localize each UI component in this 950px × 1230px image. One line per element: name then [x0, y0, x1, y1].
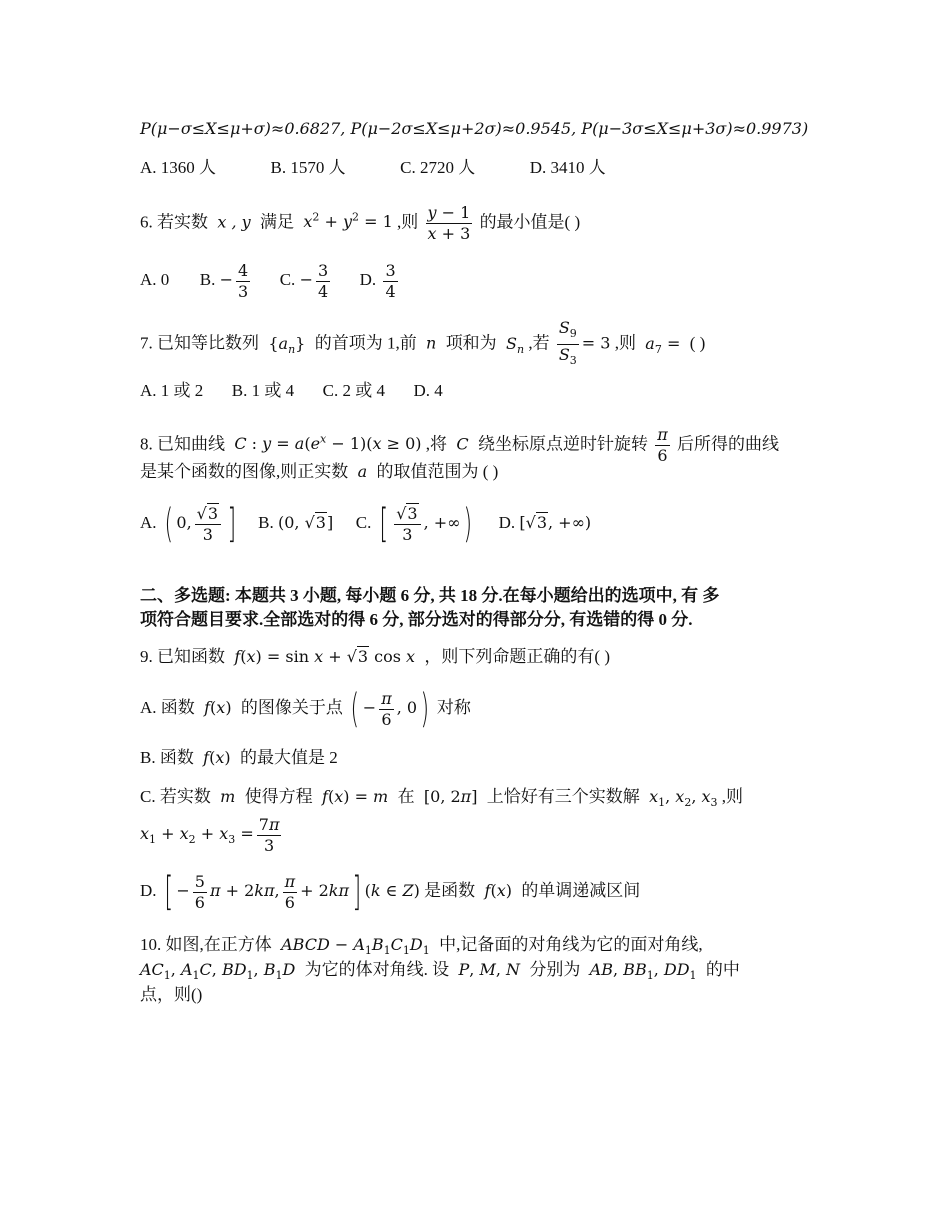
q6-stem-part: ,则 [397, 212, 419, 232]
q9-equation: f(x) = m [316, 787, 394, 806]
q9-option-a-text: 的图像关于点 [240, 698, 343, 717]
q7-stem: 7. 已知等比数列 $\{a_n\}$ 的首项为 1,前 n 项和为 $S_n$ ,若 $\frac{S_9}{S_3}$ = 3 ,则 $a_7$ = ( ) [140, 318, 705, 372]
q8-option-d-interval: [√3, +∞) [519, 513, 592, 532]
q7-stem-part: ,若 [528, 333, 550, 353]
q8-c: C [451, 434, 474, 454]
q5-option-c: C. 2720 人 [400, 158, 476, 177]
q6-number: 6. [140, 212, 153, 232]
q7-number: 7. [140, 333, 153, 353]
q6-option-c: C. [279, 270, 296, 289]
q7-option-d: D. 4 [413, 381, 443, 400]
q7-options [140, 380, 443, 402]
section2-heading-text: 二、多选题: 本题共 3 小题, 每小题 6 分, 共 18 分.在每小题给出的选项中, 有 多 [140, 586, 720, 605]
q6-option-b: B. [199, 270, 216, 289]
q9-option-c-text: ,则 [721, 787, 744, 806]
q10-cube: ABCD − $A_1B_1C_1D_1$ [276, 935, 430, 958]
q5-option-d: D. 3410 人 [529, 158, 606, 177]
q6-stem-part: 的最小值是( ) [479, 212, 581, 232]
q8-stem-line2 [140, 461, 498, 483]
q9-option-c-text: C. 若实数 [140, 787, 211, 806]
q7-a7: $a_7$ = [640, 333, 681, 356]
q10-line2 [140, 959, 740, 987]
q9-option-c-text: 使得方程 [244, 787, 313, 806]
q6-options: A. 0 B. − $\frac{4}{3}$ C. − $\frac{3}{4}$ D. $\frac{3}{4}$ [140, 260, 396, 301]
q7-ratio: $\frac{S_9}{S_3}$ [558, 318, 577, 368]
q6-vars: x , y [212, 212, 256, 232]
q7-stem-part: ( ) [689, 333, 706, 353]
q10-points: P, M, N [453, 960, 526, 979]
q8-option-c-frac: $\frac{√3}{3}$ [394, 504, 420, 545]
q7-option-a: A. 1 或 2 [140, 381, 204, 400]
q6-option-a: A. 0 [140, 270, 170, 289]
q5-probability-formula [140, 118, 808, 140]
q8-stem-part: 后所得的曲线 [676, 434, 779, 454]
q9-option-b-text: B. 函数 [140, 748, 194, 767]
q7-sn: $S_n$ [500, 333, 525, 356]
q8-a: a [352, 462, 373, 481]
q6-option-d-frac: $\frac{3}{4}$ [385, 260, 396, 301]
q5-formula-text: P(μ−σ≤X≤μ+σ)≈0.6827, P(μ−2σ≤X≤μ+2σ)≈0.9545, P(μ−3σ≤X≤μ+3σ)≈0.9973) [140, 119, 809, 138]
q9-option-a-text: 对称 [436, 698, 471, 717]
q9-option-d: D. [ − $\frac{5}{6}$ π + 2kπ, $\frac{\pi}{6}$ + 2kπ] (k ∈ Z) 是函数 f(x) 的单调递减区间 [140, 869, 641, 916]
q6-fraction: $\frac{y - 1}{x + 3}$ [427, 202, 471, 243]
q10-number: 10. [140, 935, 162, 954]
q9-stem-part: ，则下列命题正确的有( ) [424, 647, 610, 666]
q9-option-c-line2 [140, 812, 284, 862]
q8-option-c: C. [355, 513, 372, 532]
q9-option-b-text: 的最大值是 2 [239, 748, 338, 767]
q7-option-b: B. 1 或 4 [231, 381, 295, 400]
q9-number: 9. [140, 647, 153, 666]
q9-stem-part: 已知函数 [157, 647, 225, 666]
q6-circle-eq: $x^2 + y^2 = 1$ [298, 211, 393, 232]
q9-sum-frac: $\frac{7\pi}{3}$ [258, 814, 280, 855]
q7-option-c: C. 2 或 4 [322, 381, 385, 400]
q8-options: A. ( 0, $\frac{√3}{3}$ ] B. (0, √3] C. [ $\frac{√3}{3}$ , +∞) D. [√3, +∞) [140, 501, 592, 548]
q8-option-b-interval: (0, √3] [278, 513, 334, 532]
q6-option-c-frac: $\frac{3}{4}$ [317, 260, 329, 301]
q9-option-d-text: 的单调递减区间 [521, 881, 641, 900]
q10-text: 中,记备面的对角线为它的面对角线, [439, 935, 703, 954]
q7-stem-part: 项和为 [445, 333, 497, 353]
q7-stem-part: ,则 [614, 333, 636, 353]
q7-sequence: $\{a_n\}$ [268, 333, 306, 356]
q7-n: n [420, 333, 442, 353]
q10-text: 分别为 [529, 960, 581, 979]
q10-text: 为它的体对角线. 设 [304, 960, 450, 979]
q10-text: 的中 [705, 960, 740, 979]
section2-heading-line1 [140, 585, 719, 607]
q8-stem-part: ,将 [425, 434, 448, 454]
q9-fx: f(x) [479, 881, 512, 900]
q8-angle: $\frac{\pi}{6}$ [657, 424, 668, 465]
q5-option-a: A. 1360 人 [140, 158, 217, 177]
q6-stem-part: 若实数 [157, 212, 208, 232]
q8-stem-part: 绕坐标原点逆时针旋转 [477, 434, 648, 454]
q9-sum: $x_1 + x_2 + x_3$ = [140, 824, 254, 847]
q9-d-frac2: $\frac{\pi}{6}$ [284, 871, 296, 912]
q9-m: m [215, 787, 241, 806]
q8-number: 8. [140, 434, 153, 454]
q9-stem [140, 646, 610, 668]
q10-text: 如图,在正方体 [165, 935, 272, 954]
q10-edges: AB, $BB_1$, $DD_1$ [584, 960, 697, 983]
section2-heading-line2 [140, 609, 693, 631]
q6-option-d: D. [359, 270, 377, 289]
q9-option-d-text: D. [140, 881, 157, 900]
q8-option-a: A. [140, 513, 157, 532]
q5-option-b: B. 1570 人 [270, 158, 346, 177]
q9-option-a: A. 函数 f(x) 的图像关于点 ( − $\frac{\pi}{6}$ , 0) 对称 [140, 686, 471, 733]
q6-option-b-frac: $\frac{4}{3}$ [238, 260, 249, 301]
q8-option-b: B. [258, 513, 274, 532]
section2-heading-text: 项符合题目要求.全部选对的得 6 分, 部分选对的得部分分, 有选错的得 0 分. [140, 610, 693, 629]
q10-diagonals: $AC_1$, $A_1C$, $BD_1$, $B_1D$ [140, 960, 301, 983]
q6-stem [140, 198, 580, 244]
q9-fx: f(x) [199, 698, 232, 717]
q9-function: f(x) = sin x + √3 cos x [229, 647, 421, 666]
q5-options [140, 157, 606, 179]
q8-curve: C : $y = a(e^x - 1)(x \ge 0)$ [229, 433, 422, 454]
q9-option-c-text: 在 [397, 787, 415, 806]
q8-stem-part: 已知曲线 [157, 434, 225, 454]
q9-option-b [140, 747, 338, 769]
q10-text: 点，则() [140, 985, 203, 1004]
q8-option-d: D. [498, 513, 516, 532]
q9-interval: [0, 2π] [418, 787, 483, 806]
q8-stem-part: 是某个函数的图像,则正实数 [140, 462, 349, 481]
q6-stem-part: 满足 [260, 212, 294, 232]
q8-stem-line1 [140, 418, 779, 466]
q9-d-frac1: $\frac{5}{6}$ [194, 871, 205, 912]
q9-option-d-text: 是函数 [424, 881, 476, 900]
q9-option-a-text: A. 函数 [140, 698, 195, 717]
q9-option-c-text: 上恰好有三个实数解 [486, 787, 640, 806]
q10-line3 [140, 984, 202, 1006]
q8-stem-part: 的取值范围为 ( ) [376, 462, 499, 481]
q7-stem-part: 的首项为 1,前 [314, 333, 417, 353]
q9-fx: f(x) [198, 748, 231, 767]
q9-solutions: $x_1$, $x_2$, $x_3$ [644, 787, 718, 810]
q9-point-frac: $\frac{\pi}{6}$ [381, 688, 392, 729]
q10-line1 [140, 934, 703, 962]
q9-option-c-line1 [140, 786, 743, 814]
q8-option-a-frac: $\frac{√3}{3}$ [195, 504, 221, 545]
q7-stem-part: 已知等比数列 [157, 333, 259, 353]
